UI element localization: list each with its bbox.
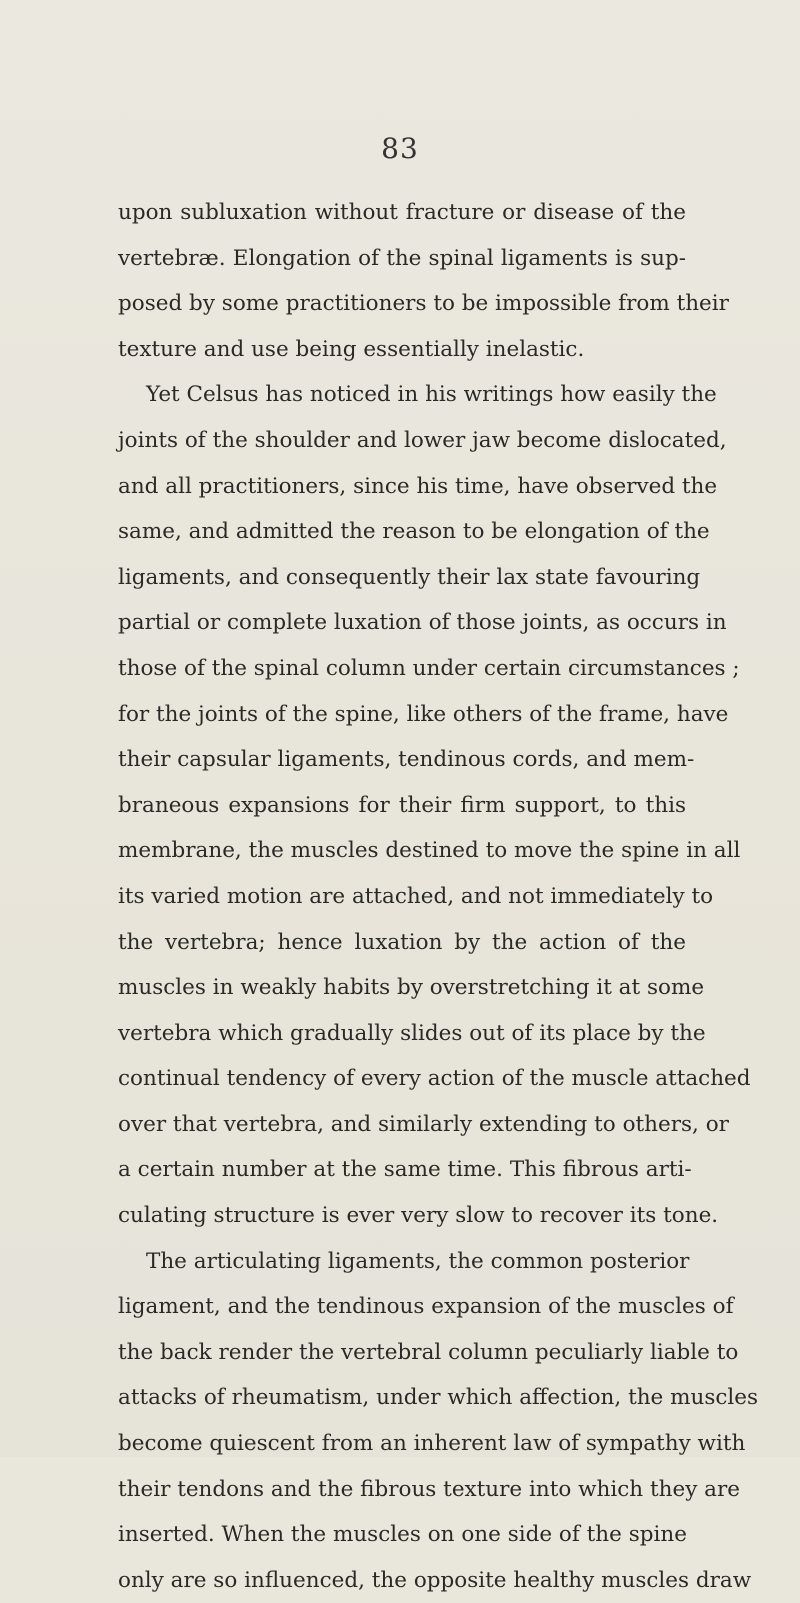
text-line: attacks of rheumatism, under which affection, the muscles [118, 1385, 759, 1411]
text-line: muscles in weakly habits by overstretching it at some [118, 975, 705, 1001]
text-line: membrane, the muscles destined to move the spine in all [118, 838, 741, 864]
text-line: continual tendency of every action of the muscle attached [118, 1066, 751, 1092]
text-line: vertebræ. Elongation of the spinal ligaments is sup- [118, 245, 686, 271]
text-line: texture and use being essentially inelastic. [118, 336, 585, 362]
body-text [118, 190, 759, 1603]
text-line: braneous expansions for their firm support, to this [118, 792, 686, 818]
page-number: 83 [381, 132, 419, 165]
text-line: their capsular ligaments, tendinous cords, and mem- [118, 747, 695, 773]
text-line: Yet Celsus has noticed in his writings how easily the [146, 382, 717, 408]
text-line: ligament, and the tendinous expansion of the muscles of [118, 1294, 734, 1320]
text-line: its varied motion are attached, and not immediately to [118, 883, 714, 909]
text-line: ligaments, and consequently their lax state favouring [118, 564, 701, 590]
text-line: joints of the shoulder and lower jaw become dislocated, [118, 427, 727, 453]
text-line: their tendons and the fibrous texture into which they are [118, 1476, 740, 1502]
text-line: vertebra which gradually slides out of its place by the [118, 1020, 706, 1046]
text-line: partial or complete luxation of those joints, as occurs in [118, 610, 727, 636]
text-line: a certain number at the same time. This fibrous arti- [118, 1157, 692, 1183]
text-line: inserted. When the muscles on one side of the spine [118, 1522, 687, 1548]
text-line: same, and admitted the reason to be elongation of the [118, 519, 710, 545]
text-line: upon subluxation without fracture or disease of the [118, 200, 686, 225]
text-line: only are so influenced, the opposite healthy muscles draw [118, 1567, 752, 1593]
text-line: those of the spinal column under certain circumstances ; [118, 655, 740, 681]
text-line: become quiescent from an inherent law of sympathy with [118, 1431, 746, 1457]
text-line: the back render the vertebral column peculiarly liable to [118, 1339, 739, 1365]
text-line: culating structure is ever very slow to recover its tone. [118, 1203, 719, 1229]
text-line: posed by some practitioners to be impossible from their [118, 291, 729, 317]
text-line: for the joints of the spine, like others of the frame, have [118, 701, 729, 727]
text-line: over that vertebra, and similarly extending to others, or [118, 1111, 729, 1137]
text-line: The articulating ligaments, the common posterior [146, 1248, 690, 1274]
text-line: and all practitioners, since his time, have observed the [118, 473, 718, 499]
text-line: the vertebra; hence luxation by the action of the [118, 929, 686, 955]
